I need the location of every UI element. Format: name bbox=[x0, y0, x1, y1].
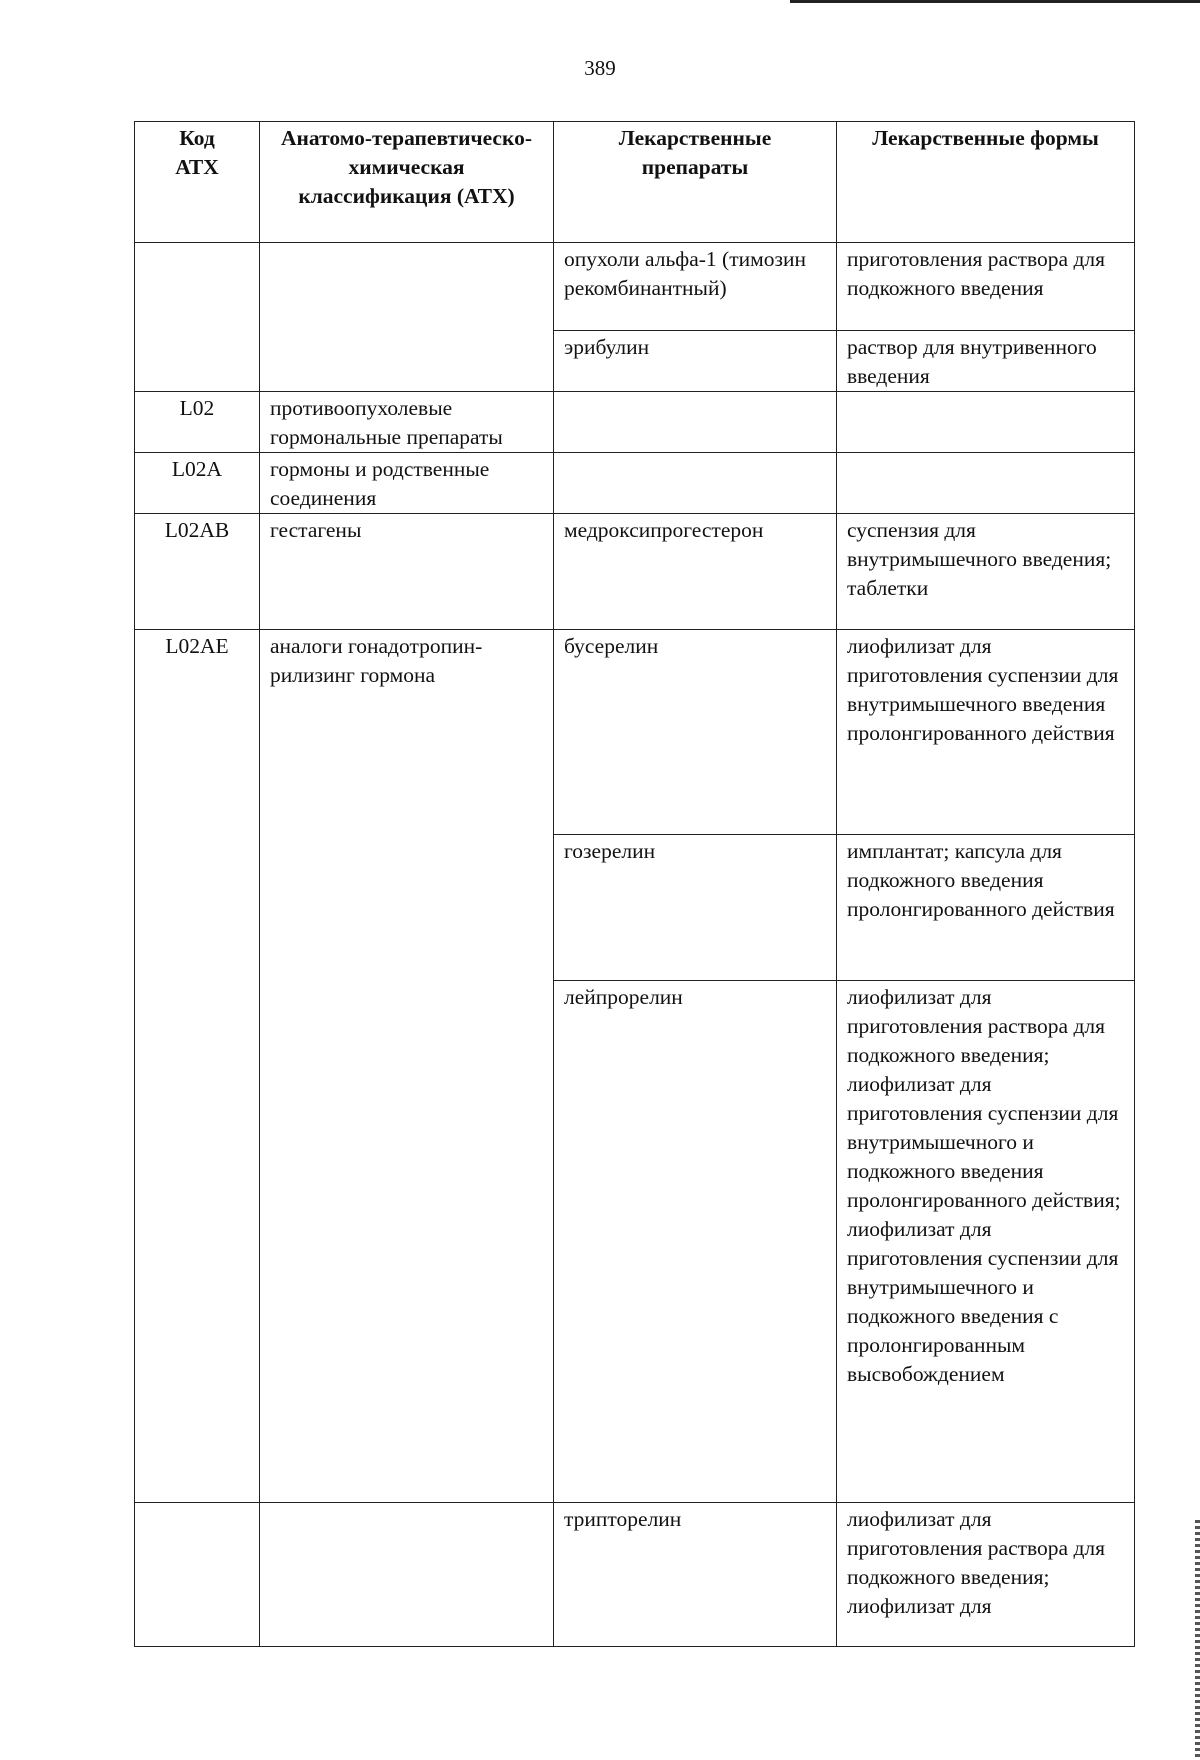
form-cell: суспензия для внутримышечного введения; таблетки bbox=[837, 514, 1135, 630]
atc-code-cell bbox=[135, 243, 260, 392]
page-number: 389 bbox=[584, 56, 616, 80]
form-cell bbox=[837, 392, 1135, 453]
drug-cell: гозерелин bbox=[554, 835, 837, 981]
atc-class-cell: аналоги гонадотропин-рилизинг гормона bbox=[260, 630, 554, 1503]
header-atc-classification: Анатомо-терапевтическо-химическая классификация (АТХ) bbox=[260, 122, 554, 243]
form-cell: раствор для внутривенного введения bbox=[837, 331, 1135, 392]
scan-edge-top bbox=[790, 0, 1200, 3]
atc-table bbox=[134, 121, 1135, 1647]
drug-cell: опухоли альфа-1 (тимозин рекомбинантный) bbox=[554, 243, 837, 331]
drug-cell: эрибулин bbox=[554, 331, 837, 392]
form-cell: лиофилизат для приготовления суспензии для внутримышечного введения пролонгированного действия bbox=[837, 630, 1135, 835]
atc-code-cell: L02AB bbox=[135, 514, 260, 630]
table-row bbox=[135, 243, 1135, 331]
header-atc-code: Код АТХ bbox=[135, 122, 260, 243]
table-row bbox=[135, 514, 1135, 630]
drug-cell: медроксипрогестерон bbox=[554, 514, 837, 630]
form-cell bbox=[837, 453, 1135, 514]
form-cell: имплантат; капсула для подкожного введения пролонгированного действия bbox=[837, 835, 1135, 981]
drug-cell bbox=[554, 453, 837, 514]
drug-cell bbox=[554, 392, 837, 453]
atc-code-cell: L02 bbox=[135, 392, 260, 453]
scan-edge-right bbox=[1195, 1520, 1200, 1760]
drug-cell: бусерелин bbox=[554, 630, 837, 835]
table-row bbox=[135, 392, 1135, 453]
atc-class-cell: гормоны и родственные соединения bbox=[260, 453, 554, 514]
atc-class-cell: гестагены bbox=[260, 514, 554, 630]
header-dosage-forms: Лекарственные формы bbox=[837, 122, 1135, 243]
table-row bbox=[135, 1503, 1135, 1647]
atc-code-cell: L02A bbox=[135, 453, 260, 514]
drug-cell: трипторелин bbox=[554, 1503, 837, 1647]
atc-class-cell: противоопухолевые гормональные препараты bbox=[260, 392, 554, 453]
drug-cell: лейпрорелин bbox=[554, 981, 837, 1503]
form-cell: лиофилизат для приготовления раствора для подкожного введения; лиофилизат для приготовления суспензии для внутримышечного и подкожного введения пролонгированного действия; лиофилизат для приготовления суспензии для внутримышечного и подкожного введения с пролонгированным высвобождением bbox=[837, 981, 1135, 1503]
form-cell: приготовления раствора для подкожного введения bbox=[837, 243, 1135, 331]
atc-class-cell bbox=[260, 243, 554, 392]
table-header-row bbox=[135, 122, 1135, 243]
form-cell: лиофилизат для приготовления раствора для подкожного введения; лиофилизат для bbox=[837, 1503, 1135, 1647]
atc-class-cell bbox=[260, 1503, 554, 1647]
atc-code-cell bbox=[135, 1503, 260, 1647]
header-drugs: Лекарственные препараты bbox=[554, 122, 837, 243]
table-row bbox=[135, 630, 1135, 835]
atc-code-cell: L02AE bbox=[135, 630, 260, 1503]
table-row bbox=[135, 453, 1135, 514]
